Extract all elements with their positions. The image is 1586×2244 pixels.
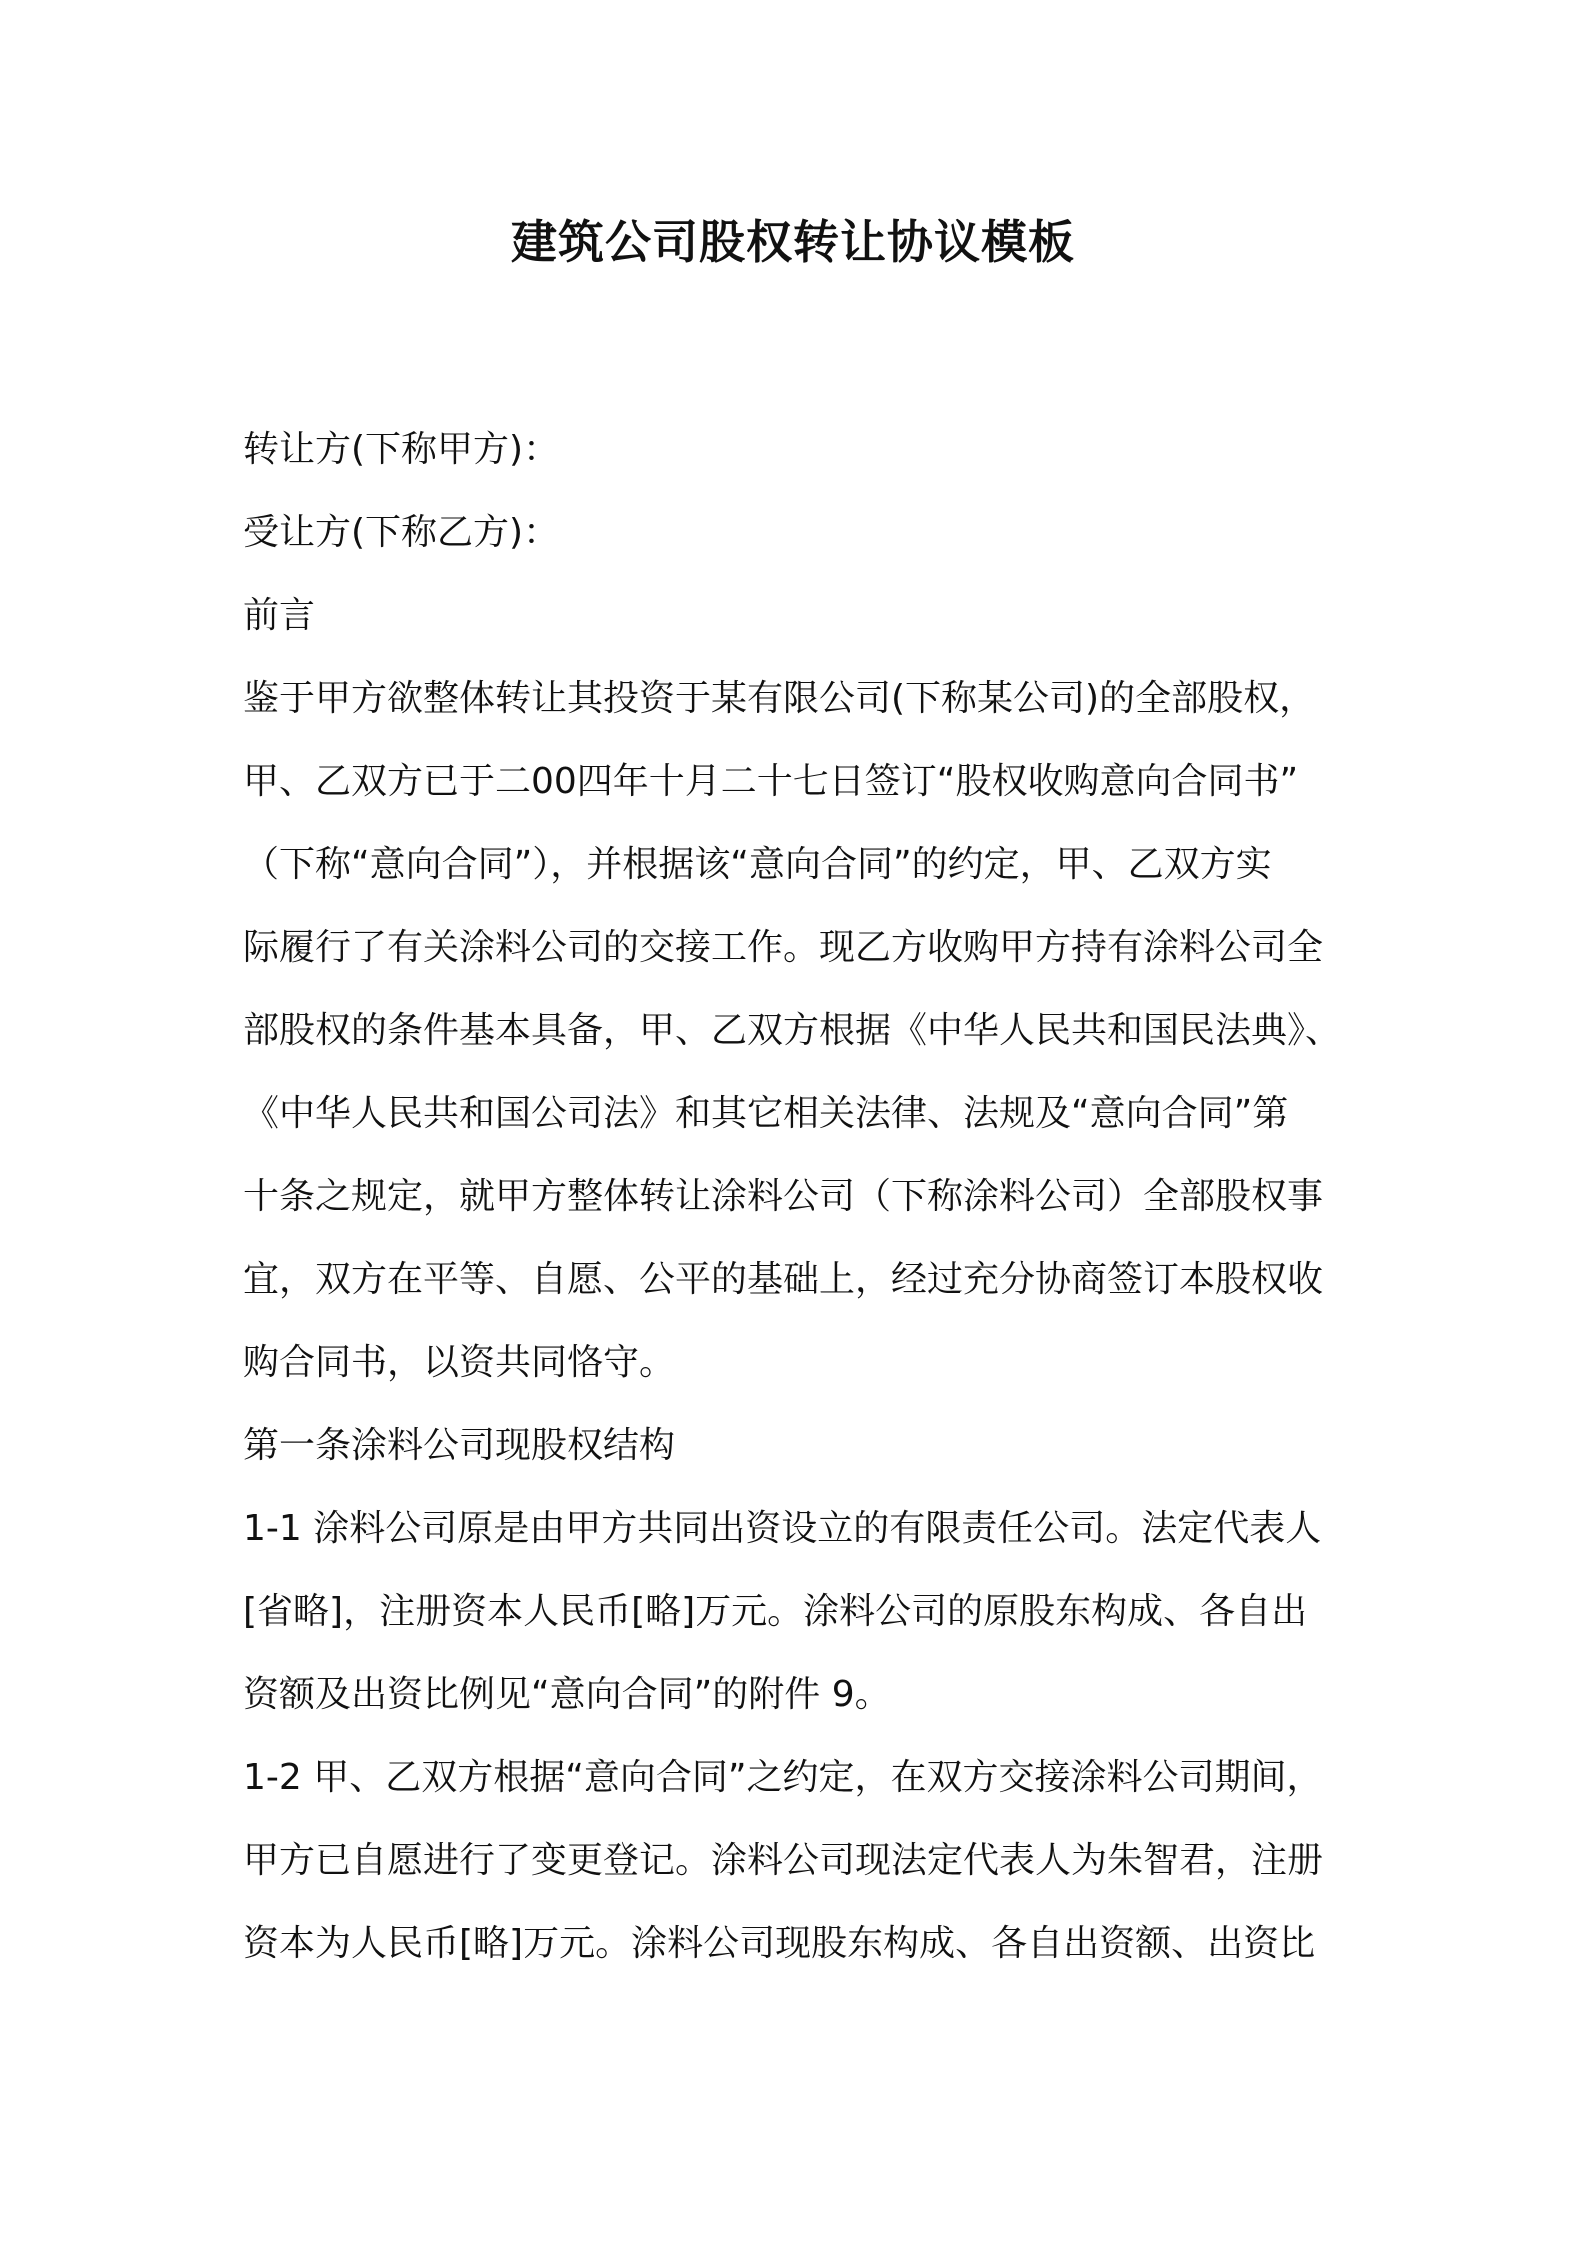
paragraph-line: 部股权的条件基本具备，甲、乙双方根据《中华人民共和国民法典》、 — [243, 1010, 1342, 1051]
paragraph-line: 甲、乙双方已于二00四年十月二十七日签订“股权收购意向合同书” — [243, 761, 1299, 802]
paragraph-line: 际履行了有关涂料公司的交接工作。现乙方收购甲方持有涂料公司全 — [243, 927, 1324, 968]
paragraph-line: （下称“意向合同”），并根据该“意向合同”的约定，甲、乙双方实 — [243, 844, 1272, 885]
clause-1-2-line: 1-2 甲、乙双方根据“意向合同”之约定，在双方交接涂料公司期间， — [243, 1757, 1323, 1798]
party-transferee-line: 受让方(下称乙方)： — [243, 512, 560, 553]
document-title: 建筑公司股权转让协议模板 — [511, 215, 1075, 269]
clause-1-2-line: 资本为人民币[略]万元。涂料公司现股东构成、各自出资额、出资比 — [243, 1923, 1316, 1964]
document-body — [243, 408, 1363, 1985]
clause-1-1-line: 1-1 涂料公司原是由甲方共同出资设立的有限责任公司。法定代表人 — [243, 1508, 1322, 1549]
paragraph-line: 十条之规定，就甲方整体转让涂料公司（下称涂料公司）全部股权事 — [243, 1176, 1324, 1217]
clause-1-1-line: [省略]，注册资本人民币[略]万元。涂料公司的原股东构成、各自出 — [243, 1591, 1308, 1632]
paragraph-line: 宜，双方在平等、自愿、公平的基础上，经过充分协商签订本股权收 — [243, 1259, 1324, 1300]
paragraph-line: 购合同书，以资共同恪守。 — [243, 1342, 676, 1383]
paragraph-line: 《中华人民共和国公司法》和其它相关法律、法规及“意向合同”第 — [243, 1093, 1289, 1134]
party-transferor-line: 转让方(下称甲方)： — [243, 429, 560, 470]
preamble-heading: 前言 — [243, 595, 316, 636]
paragraph-line: 鉴于甲方欲整体转让其投资于某有限公司(下称某公司)的全部股权， — [243, 678, 1316, 719]
clause-1-1-line: 资额及出资比例见“意向合同”的附件 9。 — [243, 1674, 891, 1715]
clause-1-2-line: 甲方已自愿进行了变更登记。涂料公司现法定代表人为朱智君，注册 — [243, 1840, 1324, 1881]
article-one-heading: 第一条涂料公司现股权结构 — [243, 1425, 676, 1466]
